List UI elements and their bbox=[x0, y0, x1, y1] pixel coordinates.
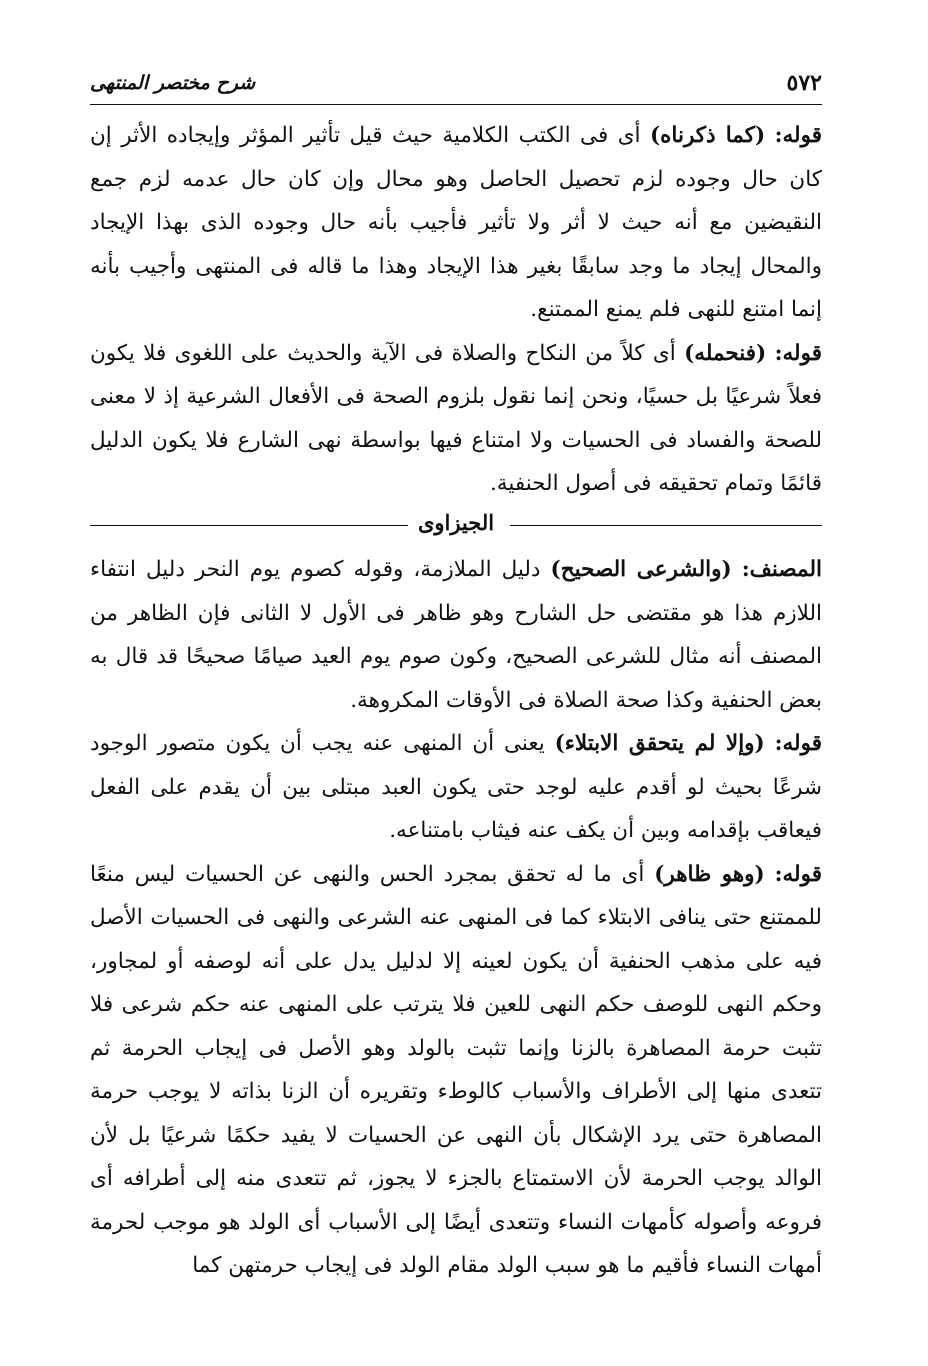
paragraph bbox=[90, 332, 822, 506]
section-divider bbox=[90, 510, 822, 540]
paragraph-text: أى كلاً من النكاح والصلاة فى الآية والحديث على اللغوى فلا يكون فعلاً شرعيًا بل حسيًا، ونحن إنما نقول بلزوم الصحة فى الأفعال الشرعية إذ لا معنى للصحة والفساد فى الحسيات ولا امتناع فيها بواسطة نهى الشارع فلا يكون الدليل قائمًا وتمام تحقيقه فى أصول الحنفية. bbox=[90, 340, 822, 496]
quoted-phrase: (فنحمله) bbox=[684, 340, 767, 366]
paragraph bbox=[90, 853, 822, 1288]
paragraph-text: يعنى أن المنهى عنه يجب أن يكون متصور الوجود شرعًا بحيث لو أقدم عليه لوجد حتى يكون العبد مبتلى بين أن يقدم على الفعل فيعاقب بإقدامه وبين أن يكف عنه فيثاب بامتناعه. bbox=[90, 731, 822, 843]
quoted-phrase: (كما ذكرناه) bbox=[649, 123, 766, 148]
paragraph bbox=[90, 722, 822, 853]
paragraph-lead: المصنف: bbox=[741, 557, 823, 582]
paragraph-text: أى ما له تحقق بمجرد الحس والنهى عن الحسيات ليس منعًا للممتنع حتى ينافى الابتلاء كما فى المنهى عنه الشرعى والنهى فى الحسيات الأصل فيه على مذهب الحنفية أن يكون لعينه إلا لدليل يدل على أنه لوصفه أو لمجاور، وحكم النهى للوصف حكم النهى للعين فلا يترتب على المنهى عنه حكم شرعى فلا تثبت حرمة المصاهرة بالزنا وإنما تثبت بالولد وهو الأصل فى إيجاب الحرمة ثم تتعدى منها إلى الأطراف والأسباب كالوطء وتقريره أن الزنا بذاته لا يوجب حرمة المصاهرة حتى يرد الإشكال بأن النهى عن الحسيات لا يفيد حكمًا شرعيًا بل لأن الوالد يوجب الحرمة لأن الاستمتاع بالجزء لا يجوز، ثم تتعدى منه إلى أطرافه أى فروعه وأصوله كأمهات النساء وتتعدى أيضًا إلى الأسباب أى الولد هو موجب لحرمة أمهات النساء فأقيم ما هو سبب الولد مقام الولد فى إيجاب حرمتهن كما bbox=[90, 861, 822, 1278]
paragraph-lead: قوله: bbox=[774, 731, 822, 756]
paragraph-lead: قوله: bbox=[774, 340, 822, 366]
paragraph bbox=[90, 114, 822, 332]
divider-line-left bbox=[90, 525, 408, 526]
page-number: ٥٧٢ bbox=[786, 70, 822, 96]
paragraph-text: دليل الملازمة، وقوله كصوم يوم النحر دليل انتفاء اللازم هذا هو مقتضى حل الشارح وهو ظاهر فى الأول لا الثانى فإن الظاهر من المصنف أنه مثال للشرعى الصحيح، وكون صوم يوم العيد صيامًا صحيحًا قد قال به بعض الحنفية وكذا صحة الصلاة فى الأوقات المكروهة. bbox=[90, 557, 822, 713]
section-author-label: الجيزاوى bbox=[417, 510, 495, 535]
paragraph-lead: قوله: bbox=[774, 861, 822, 887]
running-title: شرح مختصر المنتهى bbox=[90, 72, 256, 94]
commentary-section-upper bbox=[90, 114, 822, 506]
quoted-phrase: (وهو ظاهر) bbox=[654, 861, 765, 887]
page-header bbox=[90, 64, 822, 104]
paragraph-lead: قوله: bbox=[774, 123, 822, 148]
paragraph-text: أى فى الكتب الكلامية حيث قيل تأثير المؤثر وإيجاده الأثر إن كان حال وجوده لزم تحصيل الحاصل وهو محال وإن كان حال عدمه لزم جمع النقيضين مع أنه حيث لا أثر ولا تأثير فأجيب بأنه حال وجوده الذى بهذا الإيجاد والمحال إيجاد ما وجد سابقًا بغير هذا الإيجاد وهذا ما قاله فى المنتهى وأجيب بأنه إنما امتنع للنهى فلم يمنع الممتنع. bbox=[90, 123, 822, 322]
quoted-phrase: (وإلا لم يتحقق الابتلاء) bbox=[554, 731, 765, 756]
paragraph bbox=[90, 548, 822, 722]
quoted-phrase: (والشرعى الصحيح) bbox=[550, 557, 732, 582]
commentary-section-lower bbox=[90, 548, 822, 1288]
header-rule bbox=[90, 104, 822, 105]
